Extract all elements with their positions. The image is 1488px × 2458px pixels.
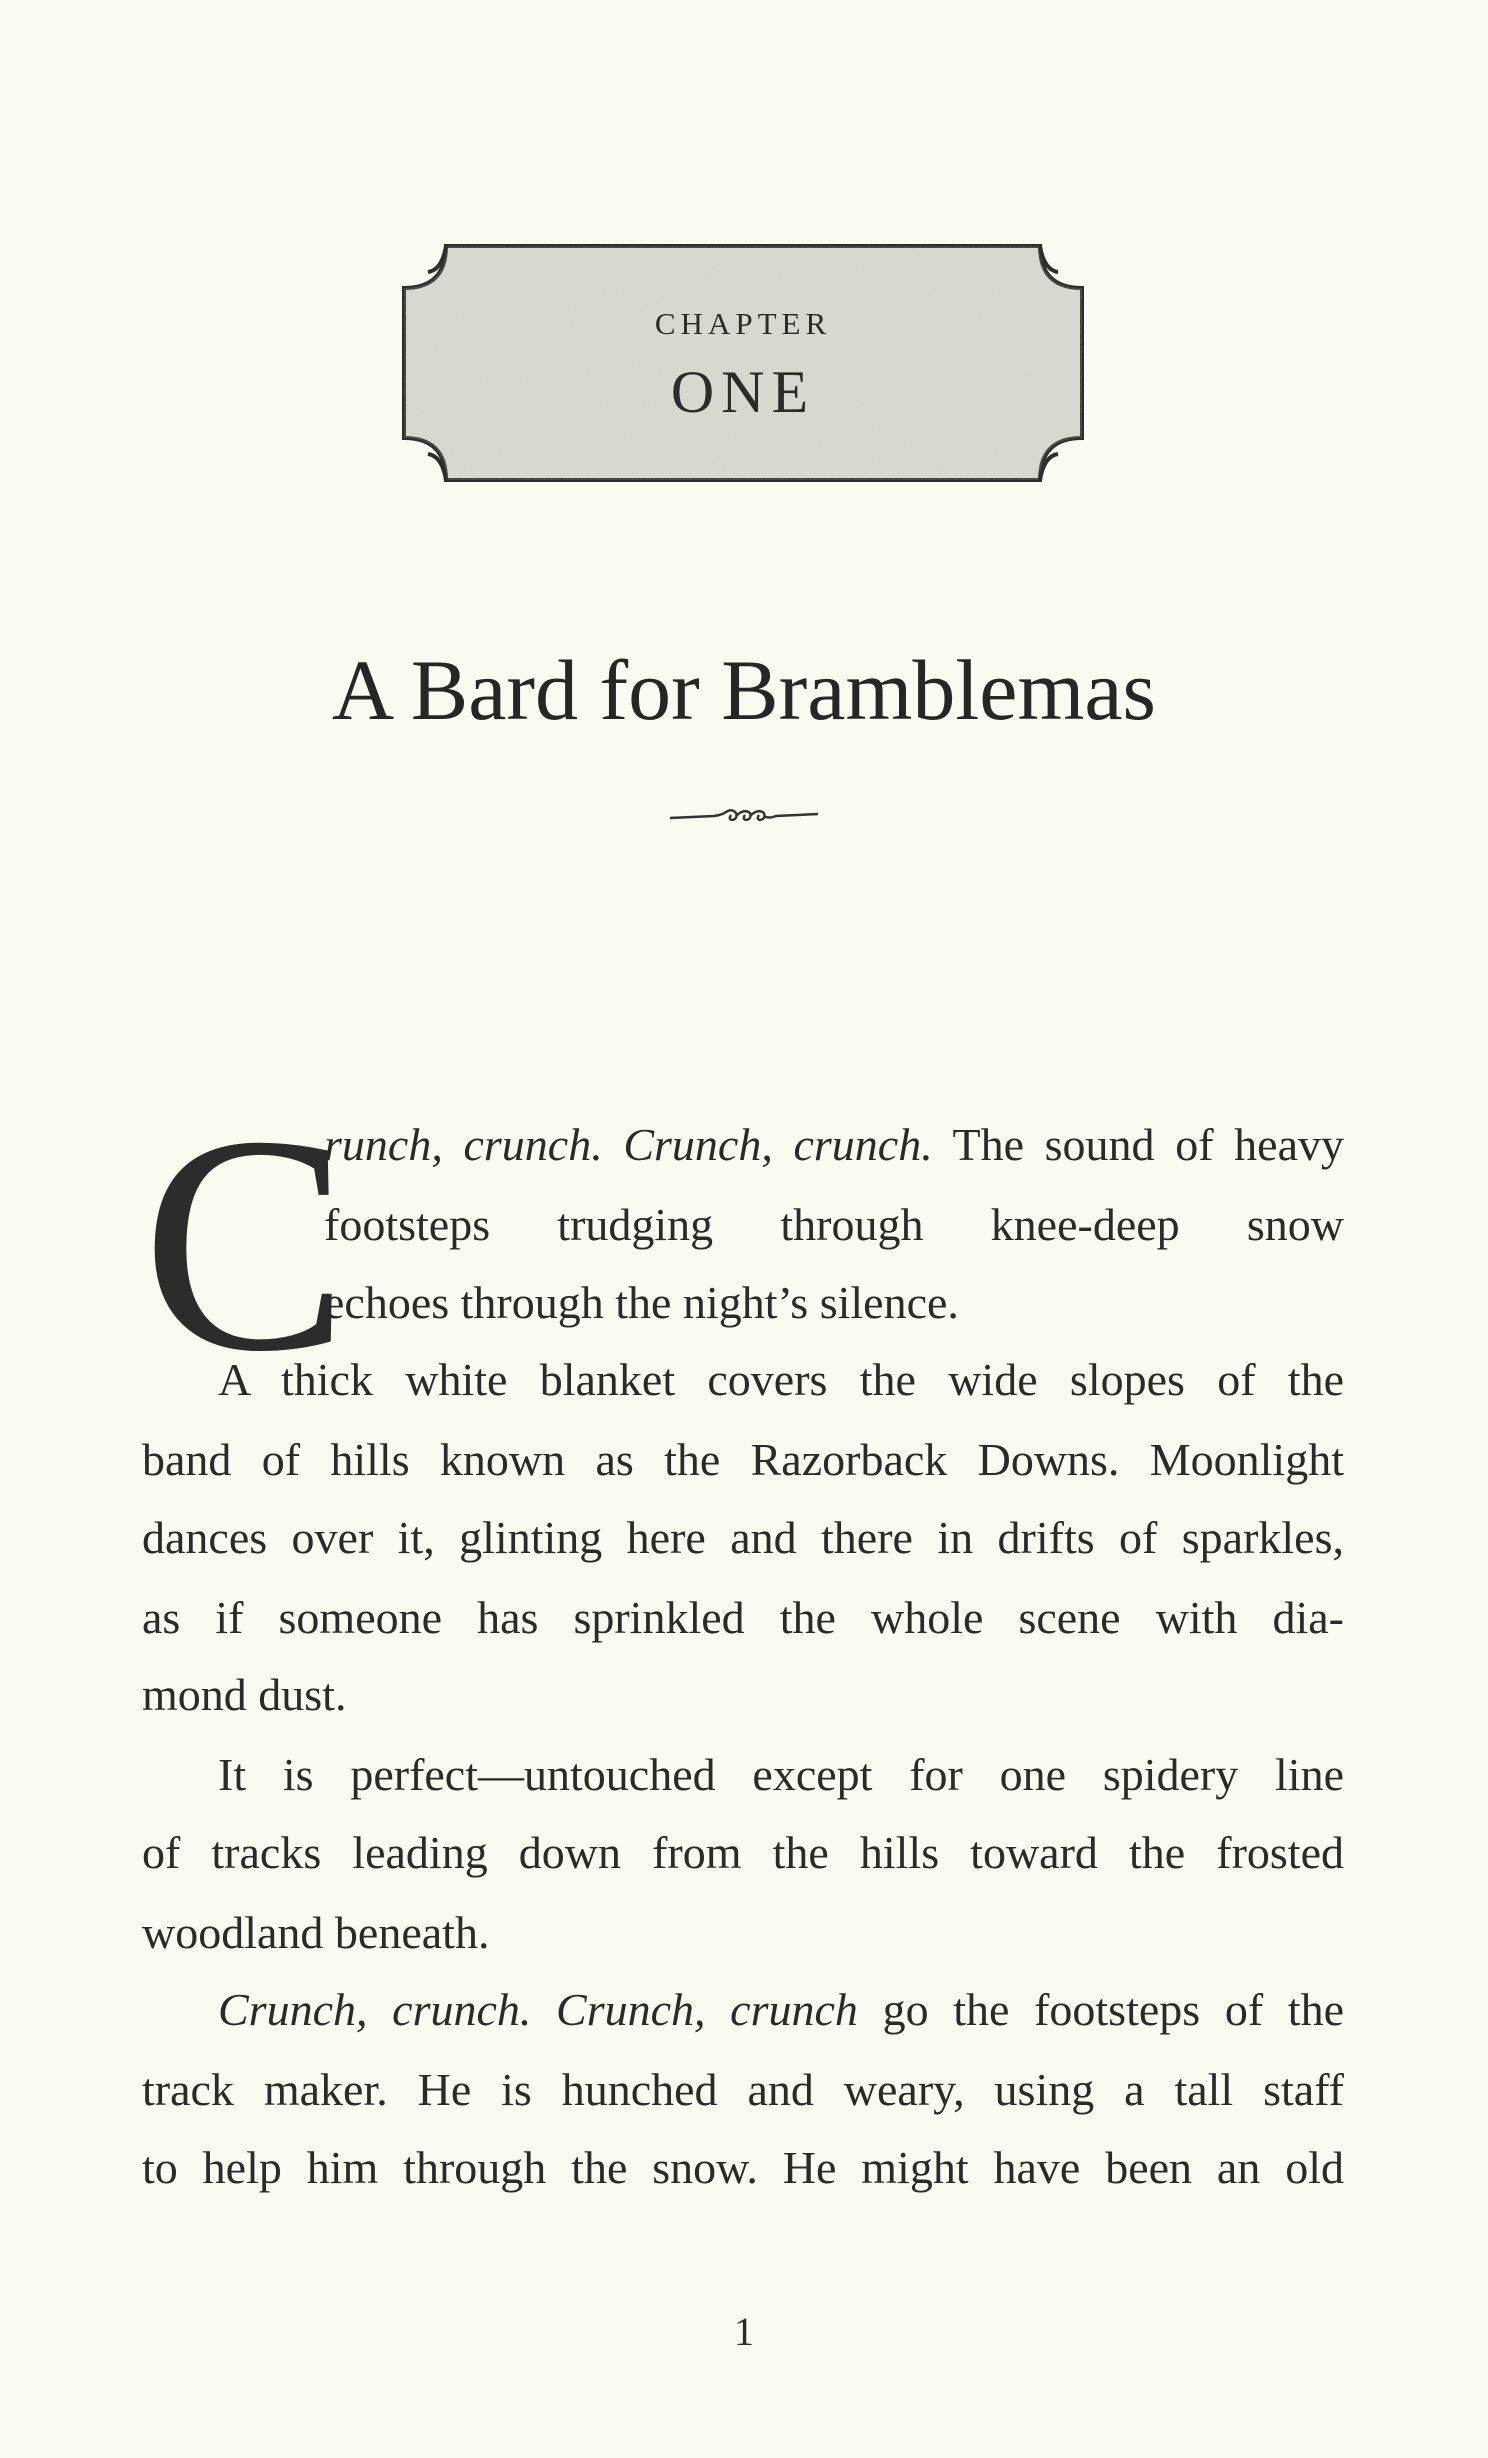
text-line: band of hills known as the Razorback Downs. Moonlight — [142, 1434, 1344, 1485]
text-line — [324, 1115, 1344, 1175]
text-line-italic: runch, crunch. Crunch, crunch. — [324, 1119, 933, 1170]
text-line: It is perfect—untouched except for one spidery line — [218, 1749, 1344, 1800]
drop-cap: C — [142, 1073, 349, 1416]
text-line: mond dust. — [142, 1669, 347, 1720]
text-line: of tracks leading down from the hills toward the frosted — [142, 1827, 1344, 1878]
chapter-number: ONE — [670, 359, 816, 425]
text-line — [218, 1980, 1344, 2040]
text-line: as if someone has sprinkled the whole scene with dia- — [142, 1592, 1344, 1643]
chapter-label: CHAPTER — [654, 306, 832, 341]
chapter-title: A Bard for Bramblemas — [332, 642, 1156, 738]
page-number: 1 — [734, 2309, 754, 2354]
text-line: woodland beneath. — [142, 1907, 490, 1958]
text-line: dances over it, glinting here and there in drifts of sparkles, — [142, 1512, 1344, 1563]
text-line: footsteps trudging through knee-deep snow — [324, 1199, 1344, 1250]
scroll-ornament-icon — [668, 804, 820, 828]
text-line-roman: go the footsteps of the — [857, 1984, 1344, 2035]
text-line: track maker. He is hunched and weary, using a tall staff — [142, 2064, 1344, 2115]
text-line: to help him through the snow. He might have been an old — [142, 2142, 1344, 2193]
text-line: A thick white blanket covers the wide slopes of the — [218, 1354, 1344, 1405]
text-line-roman: The sound of heavy — [932, 1119, 1344, 1170]
text-line-italic: Crunch, crunch. Crunch, crunch — [218, 1984, 858, 2035]
chapter-plate — [398, 240, 1088, 486]
text-line: echoes through the night’s silence. — [324, 1277, 959, 1328]
